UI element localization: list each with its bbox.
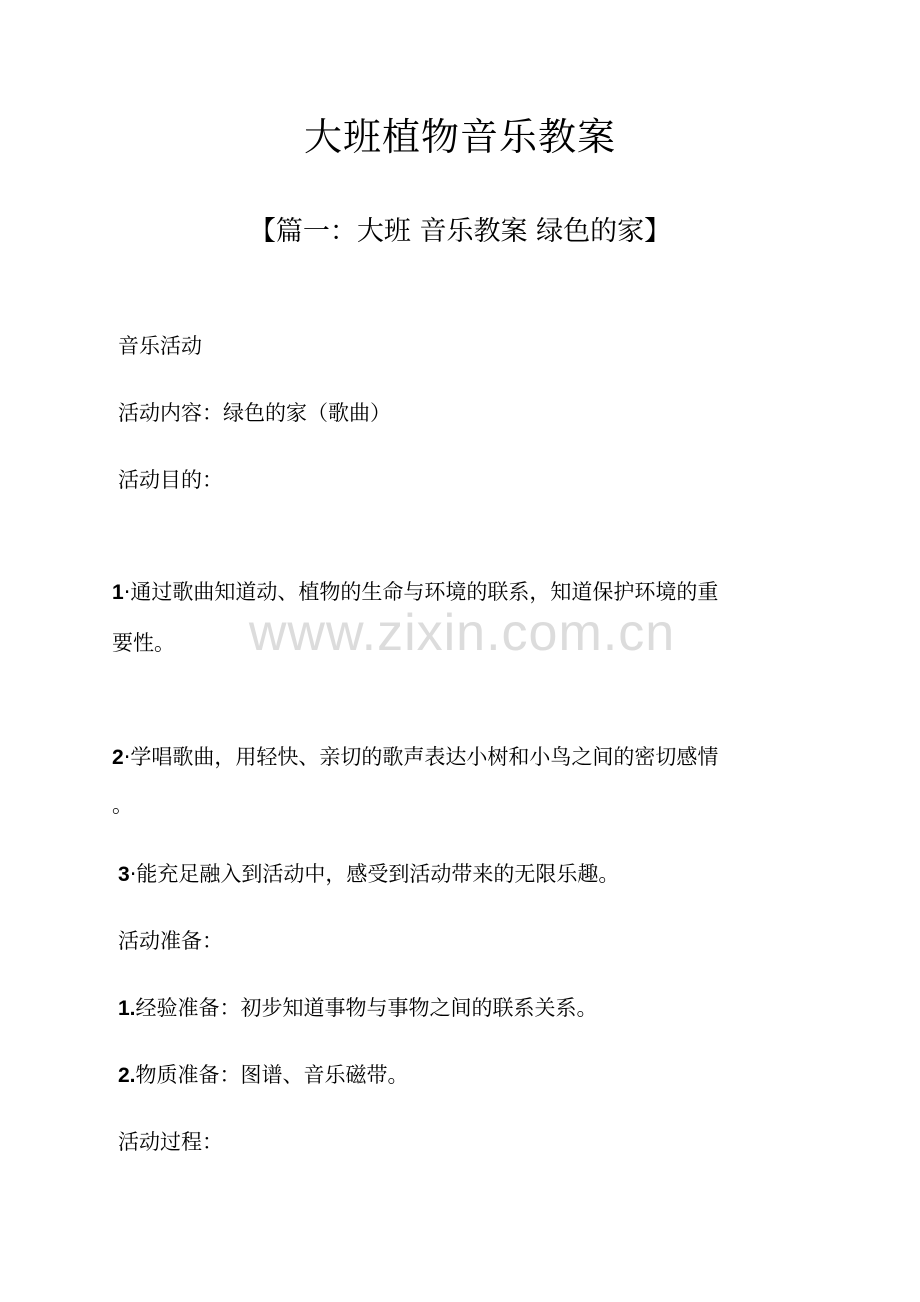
goal-2-text-a: ·学唱歌曲，用轻快、亲切的歌声表达小树和小鸟之间的密切感情 [123, 745, 719, 769]
prep-2-line [118, 1060, 409, 1091]
prep-2-text: 物质准备：图谱、音乐磁带。 [135, 1063, 409, 1087]
prep-2-number: 2. [118, 1064, 136, 1087]
prep-1-number: 1. [118, 997, 136, 1020]
goal-2-number: 2 [112, 746, 124, 769]
goal-3-number: 3 [118, 863, 130, 886]
document-title: 大班植物音乐教案 [303, 115, 616, 159]
prep-1-line [118, 993, 598, 1024]
goals-heading: 活动目的： [118, 468, 223, 492]
goal-2-line-a [112, 742, 718, 773]
goal-3-text: ·能充足融入到活动中，感受到活动带来的无限乐趣。 [129, 862, 620, 886]
goal-1-number: 1 [112, 581, 124, 604]
activity-content-line: 活动内容：绿色的家（歌曲） [118, 401, 391, 425]
prep-heading: 活动准备： [118, 929, 223, 953]
goal-1-line-b: 要性。 [112, 631, 175, 655]
activity-type-line: 音乐活动 [118, 334, 202, 358]
watermark: www.zixin.com.cn [248, 604, 676, 662]
goal-3-line [118, 859, 619, 890]
goal-1-text-a: ·通过歌曲知道动、植物的生命与环境的联系，知道保护环境的重 [123, 580, 719, 604]
goal-1-line-a [112, 577, 718, 608]
prep-1-text: 经验准备：初步知道事物与事物之间的联系关系。 [135, 996, 598, 1020]
document-subtitle: 【篇一：大班 音乐教案 绿色的家】 [248, 216, 672, 247]
process-heading: 活动过程： [118, 1130, 223, 1154]
goal-2-line-b: 。 [112, 793, 133, 817]
